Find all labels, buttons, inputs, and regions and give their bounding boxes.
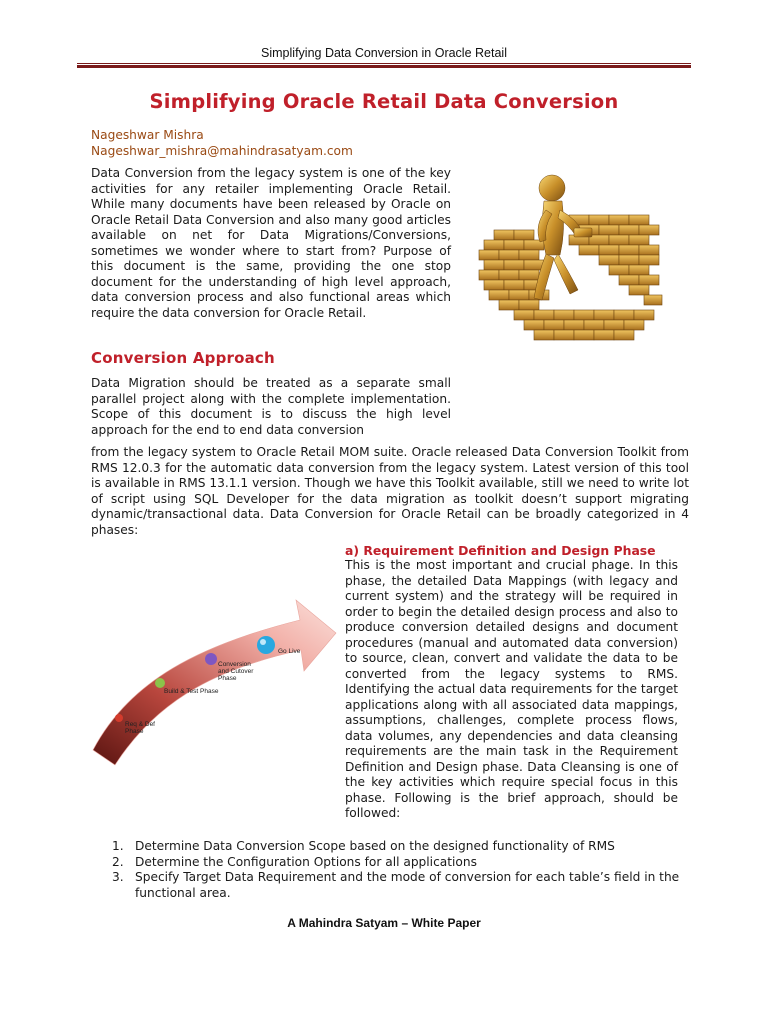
section-heading-conversion-approach: Conversion Approach — [91, 349, 275, 367]
list-item-text: Specify Target Data Requirement and the mode of conversion for each table’s field in the functional area. — [135, 870, 680, 900]
document-title: Simplifying Oracle Retail Data Conversion — [149, 90, 619, 113]
phase-build-test-dot — [155, 678, 165, 688]
phase-arrow-shape — [93, 600, 336, 765]
phase-paragraph: This is the most important and crucial phage. In this phase, the detailed Data Mappings (with legacy and current system) and the strategy will be required in order to begin the detailed design process and also to produce conversion detailed designs and document procedures (manual and automated data conversion) to source, clean, convert and validate the data to be converted from the legacy systems to RMS. Identifying the actual data requirements for the target applications along with all associated data mappings, assumptions, challenges, complete process flows, data volumes, any dependencies and data cleansing requirements are the main task in the Requirement Definition and Design phase. Data Cleansing is one of the key activities which require special focus in this phase. Following is the brief approach, should be followed: — [345, 558, 678, 820]
page-footer: A Mahindra Satyam – White Paper — [287, 916, 481, 930]
phase-conversion-cutover-dot — [205, 653, 217, 665]
list-item-text: Determine Data Conversion Scope based on the designed functionality of RMS — [135, 839, 615, 853]
phase-go-live-dot — [257, 636, 275, 654]
phase-arrow-diagram — [90, 595, 340, 775]
header-rule-thin — [77, 63, 691, 64]
approach-paragraph-start: Data Migration should be treated as a separate small parallel project along with the complete implementation. Scope of this document is to discuss the high level approach for the end to end data conversion — [91, 376, 451, 437]
approach-paragraph-continued: from the legacy system to Oracle Retail MOM suite. Oracle released Data Conversion Toolkit from RMS 12.0.3 for the automatic data conversion from the legacy system. Latest version of this tool is available in RMS 13.1.1 version. Though we have this Toolkit available, still we need to write lot of script using SQL Developer for the data migration as toolkit doesn’t support migrating dynamic/transactional data. Data Conversion for Oracle Retail can be broadly categorized in 4 phases: — [91, 445, 689, 537]
list-item — [91, 839, 691, 855]
brick-wall-illustration — [474, 170, 664, 348]
list-item-number: 3. — [112, 870, 124, 884]
list-item — [91, 870, 691, 901]
header-rule-thick — [77, 65, 691, 68]
intro-paragraph: Data Conversion from the legacy system is one of the key activities for any retailer implementing Oracle Retail. While many documents have been released by Oracle on Oracle Retail Data Conversion and also many good articles available on net for Data Migrations/Conversions, sometimes we wonder where to start from? Purpose of this document is the same, providing the one stop document for the understanding of high level approach, data conversion process and also functional areas which require the data conversion for Oracle Retail. — [91, 166, 451, 320]
phase-conversion-label-1: Conversion — [218, 661, 251, 668]
phase-req-def-label-2: Phase — [125, 728, 144, 735]
list-item-number: 2. — [112, 854, 124, 869]
list-item-text: Determine the Configuration Options for all applications — [135, 854, 477, 869]
phase-conversion-label-3: Phase — [218, 675, 237, 682]
phase-req-def-label-1: Req & Def — [125, 721, 155, 728]
running-header: Simplifying Data Conversion in Oracle Retail — [261, 46, 507, 60]
list-item-number: 1. — [112, 839, 124, 853]
list-item — [91, 855, 691, 871]
author-block — [91, 127, 353, 159]
phase-go-live-highlight — [260, 639, 266, 645]
phase-go-live-label: Go Live — [278, 648, 301, 655]
author-name: Nageshwar Mishra — [91, 128, 204, 142]
author-email: Nageshwar_mishra@mahindrasatyam.com — [91, 144, 353, 158]
phase-heading: a) Requirement Definition and Design Phase — [345, 543, 656, 558]
phase-build-test-label: Build & Test Phase — [164, 688, 219, 695]
phase-conversion-label-2: and Cutover — [218, 668, 254, 675]
steps-list — [91, 839, 691, 901]
phase-req-def-dot — [115, 714, 123, 722]
